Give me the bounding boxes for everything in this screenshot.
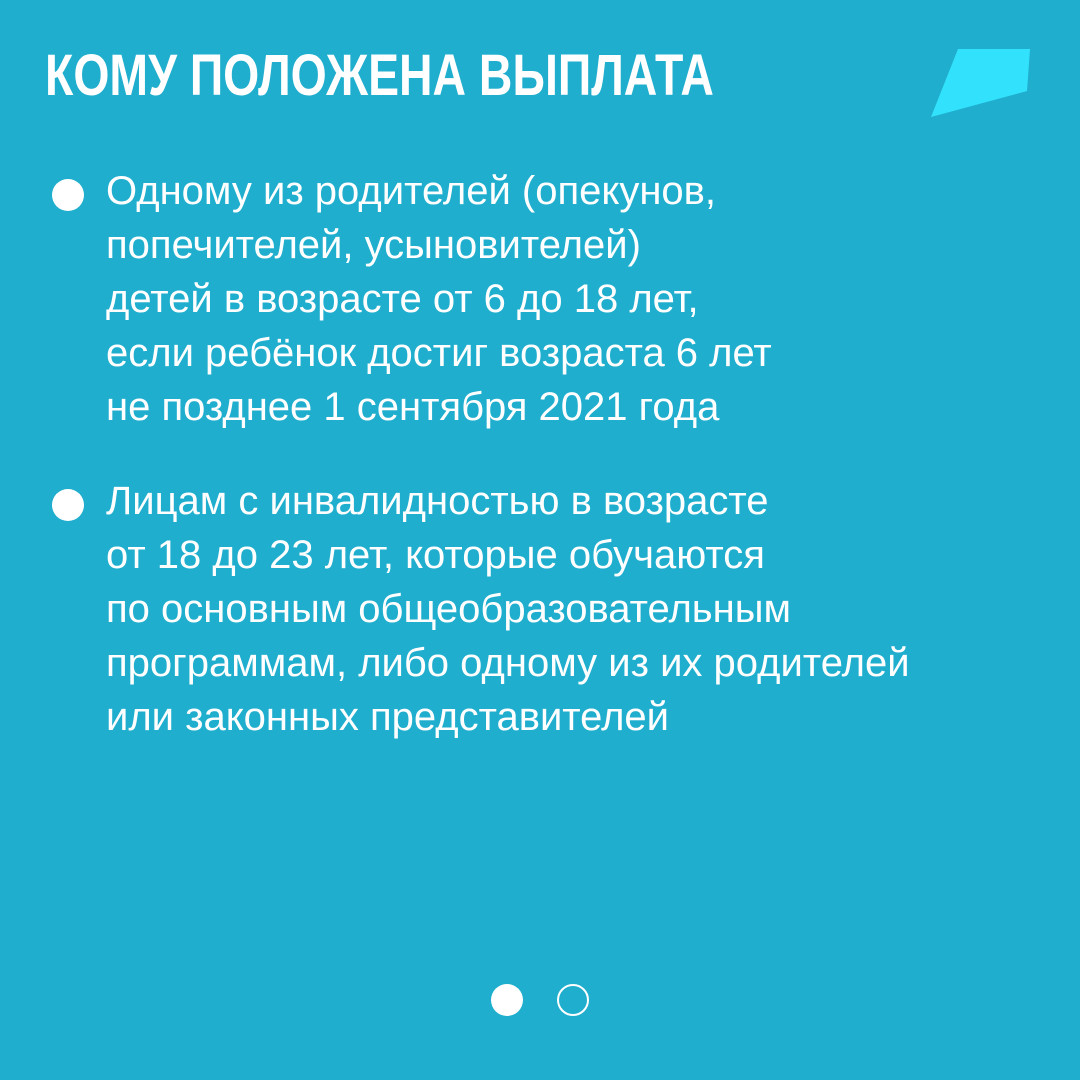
list-item-line: попечителей, усыновителей)	[106, 223, 641, 267]
pagination-dot-active[interactable]	[491, 984, 523, 1016]
list-item-line: Лицам с инвалидностью в возрасте	[106, 479, 769, 523]
circle-bullet-icon	[52, 489, 84, 521]
list-item-line: по основным общеобразовательным	[106, 587, 791, 631]
parallelogram-decoration-icon	[928, 47, 1032, 119]
list-item-line: не позднее 1 сентября 2021 года	[106, 385, 720, 429]
slide-title: КОМУ ПОЛОЖЕНА ВЫПЛАТА	[45, 43, 714, 108]
list-item-line: от 18 до 23 лет, которые обучаются	[106, 533, 765, 577]
list-item-text	[106, 474, 1050, 744]
list-item-line: программам, либо одному из их родителей	[106, 641, 910, 685]
list-item-line: если ребёнок достиг возраста 6 лет	[106, 331, 772, 375]
list-item-line: Одному из родителей (опекунов,	[106, 169, 717, 213]
list-item-text	[106, 164, 1050, 434]
pagination-dot-inactive[interactable]	[557, 984, 589, 1016]
circle-bullet-icon	[52, 179, 84, 211]
carousel-pagination	[489, 984, 599, 1020]
list-item-line: или законных представителей	[106, 695, 670, 739]
list-item-line: детей в возрасте от 6 до 18 лет,	[106, 277, 699, 321]
